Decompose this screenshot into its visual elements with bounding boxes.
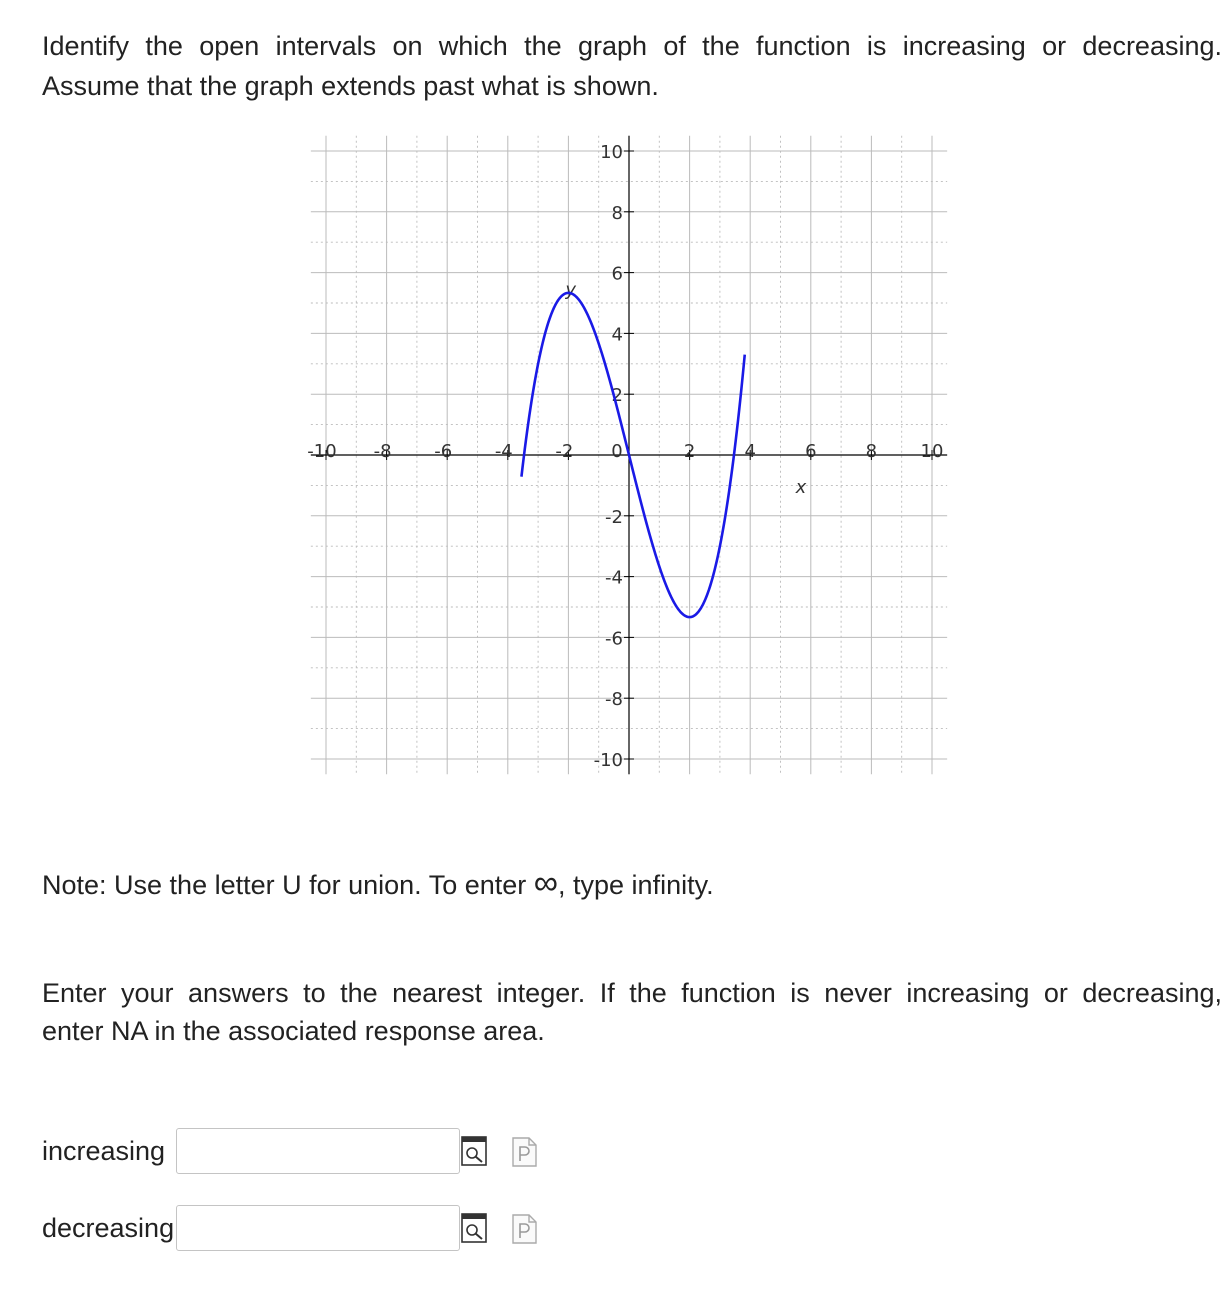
increasing-input[interactable] — [176, 1128, 460, 1174]
instructions-line-2: enter NA in the associated response area. — [42, 1016, 545, 1046]
y-tick-label: 8 — [611, 202, 623, 224]
y-tick-label: 4 — [611, 324, 623, 346]
x-tick-label: -6 — [434, 441, 453, 462]
y-tick-label: -6 — [605, 628, 623, 650]
y-tick-label: -4 — [605, 567, 623, 589]
y-tick-label: -8 — [605, 689, 623, 711]
math-palette-icon[interactable] — [510, 1208, 540, 1248]
decreasing-input[interactable] — [176, 1205, 460, 1251]
x-tick-label: 0 — [611, 441, 623, 462]
x-tick-label: -4 — [494, 441, 513, 462]
x-tick-label: 8 — [865, 441, 878, 462]
x-tick-label: -10 — [307, 441, 337, 462]
y-axis-label: y — [565, 279, 577, 301]
preview-icon[interactable] — [460, 1208, 516, 1248]
y-tick-label: 6 — [611, 263, 623, 285]
x-tick-label: 4 — [744, 441, 756, 462]
decreasing-label: decreasing — [42, 1212, 175, 1243]
x-tick-label: 10 — [920, 441, 944, 462]
note-before: Note: Use the letter U for union. To enter — [42, 870, 534, 900]
x-tick-label: 2 — [683, 441, 696, 462]
graph-tick-labels — [307, 142, 943, 771]
x-tick-label: 6 — [805, 441, 817, 462]
note-text — [42, 866, 714, 904]
y-tick-label: 10 — [600, 142, 623, 163]
preview-icon[interactable] — [460, 1131, 516, 1171]
y-tick-label: -10 — [593, 750, 623, 771]
x-axis-label: x — [795, 477, 807, 498]
note-after: , type infinity. — [558, 870, 714, 900]
prompt-line-2: Assume that the graph extends past what is shown. — [42, 71, 659, 101]
increasing-label: increasing — [42, 1135, 166, 1166]
decreasing-answer-row — [42, 1203, 540, 1253]
question-prompt — [42, 26, 1222, 106]
x-tick-label: -8 — [373, 441, 392, 462]
instructions-line-1: Enter your answers to the nearest integer. If the function is never increasing or decreasing, — [42, 978, 1222, 1008]
infinity-symbol: ∞ — [533, 864, 559, 902]
function-graph — [290, 128, 966, 782]
instructions-text — [42, 974, 1222, 1050]
math-palette-icon[interactable] — [510, 1131, 540, 1171]
y-tick-label: -2 — [605, 506, 623, 528]
x-tick-label: -2 — [555, 441, 574, 462]
prompt-line-1: Identify the open intervals on which the graph of the function is increasing or decreasing. — [42, 31, 1222, 61]
y-tick-label: 2 — [611, 385, 623, 407]
increasing-answer-row — [42, 1126, 540, 1176]
